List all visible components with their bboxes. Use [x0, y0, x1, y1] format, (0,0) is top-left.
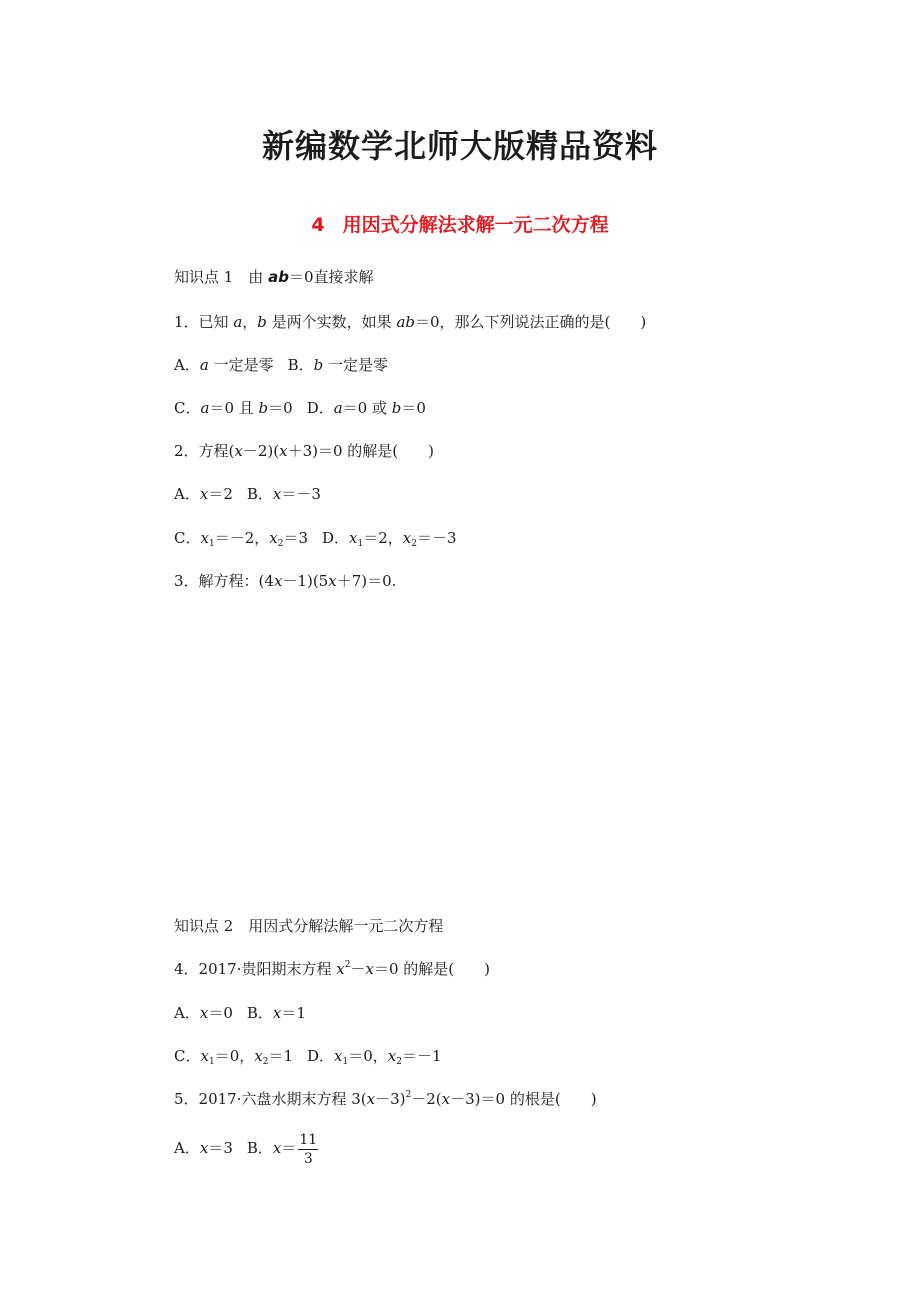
q5-option-a-var: x — [199, 1139, 209, 1157]
section-title — [0, 212, 920, 238]
question-2-options-cd — [174, 528, 457, 548]
q1-option-d-var-a: a — [333, 399, 343, 417]
q2-option-b-label: B． — [246, 485, 273, 503]
q4-option-b-value: ＝1 — [281, 1004, 306, 1022]
q1-option-d-tail: ＝0 — [401, 399, 426, 417]
q4-var-x2: x — [365, 960, 374, 978]
q2-stem-a: 2．方程( — [174, 442, 235, 460]
q4-option-d-sub2: 2 — [396, 1057, 402, 1067]
q2-option-c-sub2: 2 — [277, 539, 284, 549]
q2-option-b-var: x — [272, 485, 282, 503]
q4-var-x1: x — [336, 960, 345, 978]
question-1-stem — [174, 312, 646, 332]
q4-option-a-var: x — [199, 1004, 209, 1022]
q2-option-d-label: D． — [321, 529, 350, 547]
kp1-var: ab — [268, 268, 289, 286]
question-5-options-ab — [174, 1130, 318, 1168]
q1-stem-c: ＝0，那么下列说法正确的是( ) — [414, 313, 647, 331]
q2-option-d-var1: x — [349, 529, 358, 547]
q4-option-d-value2: ＝－1 — [401, 1047, 442, 1065]
q1-option-c-text: ＝0 且 — [209, 399, 259, 417]
q1-var-ab: ab — [396, 313, 415, 331]
q2-option-a-value: ＝2 — [208, 485, 233, 503]
document-title: 新编数学北师大版精品资料 — [261, 127, 658, 165]
q2-option-c-value2: ＝3 — [283, 529, 308, 547]
q1-option-b-label: B． — [287, 356, 314, 374]
q2-stem-c: ＋3)＝0 的解是( ) — [287, 442, 435, 460]
q4-option-c-sub2: 2 — [262, 1057, 269, 1067]
question-1-options-ab — [174, 355, 388, 375]
q5-fraction-numerator: 11 — [299, 1131, 318, 1148]
q4-stem-b: － — [350, 960, 366, 978]
section-title-text: 用因式分解法求解一元二次方程 — [342, 214, 609, 236]
q2-option-b-value: ＝－3 — [281, 485, 321, 503]
q1-stem-a: 1．已知 — [174, 313, 234, 331]
q5-exponent: 2 — [405, 1090, 412, 1100]
q5-option-b-label: B． — [246, 1139, 273, 1157]
q2-option-c-value1: ＝－2， — [214, 529, 270, 547]
q4-option-d-value1: ＝0， — [348, 1047, 388, 1065]
q1-option-d-label: D． — [306, 399, 334, 417]
question-2-options-ab — [174, 484, 321, 504]
q2-option-c-var1: x — [200, 529, 209, 547]
q1-option-c-tail: ＝0 — [268, 399, 293, 417]
q3-var-x1: x — [273, 572, 283, 590]
question-4-options-cd — [174, 1046, 442, 1066]
question-4-stem — [174, 959, 490, 979]
q5-option-b-var: x — [272, 1139, 282, 1157]
knowledge-point-2: 知识点 2 用因式分解法解一元二次方程 — [174, 917, 444, 935]
q4-option-b-var: x — [272, 1004, 282, 1022]
q4-option-c-sub1: 1 — [208, 1057, 215, 1067]
q2-option-d-value2: ＝－3 — [416, 529, 457, 547]
q4-stem-c: ＝0 的解是( ) — [373, 960, 490, 978]
q1-var-a: a — [233, 313, 243, 331]
q5-stem-b: －3) — [375, 1090, 406, 1108]
q5-fraction-denominator: 3 — [303, 1150, 313, 1167]
q1-comma: ， — [242, 313, 258, 331]
question-3-stem — [174, 571, 396, 591]
kp1-suffix: ＝0直接求解 — [288, 268, 374, 286]
q2-stem-b: －2)( — [242, 442, 280, 460]
kp1-prefix: 知识点 1 由 — [174, 268, 269, 286]
question-4-options-ab — [174, 1003, 306, 1023]
q3-stem-c: ＋7)＝0. — [336, 572, 397, 590]
q5-stem-c: －2( — [411, 1090, 442, 1108]
q1-option-c-label: C． — [174, 399, 201, 417]
q2-option-d-sub2: 2 — [411, 539, 417, 549]
q3-stem-a: 3．解方程：(4 — [174, 572, 274, 590]
q2-var-x2: x — [279, 442, 288, 460]
q2-var-x1: x — [234, 442, 243, 460]
q4-exponent: 2 — [344, 960, 351, 970]
q4-option-a-value: ＝0 — [208, 1004, 233, 1022]
q5-stem-d: －3)＝0 的根是( ) — [450, 1090, 597, 1108]
q5-option-b-equals: ＝ — [281, 1139, 297, 1157]
q5-option-b-fraction — [298, 1131, 318, 1168]
section-number: 4 — [311, 214, 325, 236]
q4-option-b-label: B． — [246, 1004, 273, 1022]
q2-option-a-var: x — [199, 485, 209, 503]
question-1-options-cd — [174, 398, 426, 418]
q2-option-d-var2: x — [402, 529, 412, 547]
knowledge-point-1 — [174, 267, 374, 287]
q2-option-c-label: C． — [174, 529, 201, 547]
q1-stem-b: 是两个实数，如果 — [266, 313, 397, 331]
q1-var-b: b — [257, 313, 267, 331]
q2-option-c-var2: x — [269, 529, 278, 547]
q2-option-d-sub1: 1 — [357, 539, 364, 549]
q2-option-c-sub1: 1 — [208, 539, 215, 549]
q4-option-d-var2: x — [387, 1047, 397, 1065]
q4-option-d-var1: x — [334, 1047, 343, 1065]
question-5-stem — [174, 1089, 597, 1109]
q4-option-c-var2: x — [254, 1047, 263, 1065]
q4-option-d-label: D． — [306, 1047, 335, 1065]
q1-option-a-label: A． — [174, 356, 200, 374]
question-2-stem — [174, 441, 434, 461]
q4-option-d-sub1: 1 — [342, 1057, 349, 1067]
q1-option-a-text: 一定是零 — [208, 356, 274, 374]
q4-option-c-value2: ＝1 — [268, 1047, 293, 1065]
q2-option-a-label: A． — [174, 485, 200, 503]
q2-option-d-value1: ＝2， — [363, 529, 403, 547]
q4-option-c-var1: x — [200, 1047, 209, 1065]
q4-stem-a: 4．2017·贵阳期末方程 — [174, 960, 337, 978]
q5-option-a-value: ＝3 — [208, 1139, 233, 1157]
q1-option-b-var: b — [313, 356, 324, 374]
q1-option-d-text: ＝0 或 — [342, 399, 392, 417]
q4-option-c-label: C． — [174, 1047, 201, 1065]
q1-option-d-var-b: b — [391, 399, 402, 417]
q1-option-a-var: a — [199, 356, 209, 374]
q1-option-c-var-b: b — [258, 399, 269, 417]
q5-stem-a: 5．2017·六盘水期末方程 3( — [174, 1090, 367, 1108]
q4-option-c-value1: ＝0， — [214, 1047, 255, 1065]
q5-var-x1: x — [366, 1090, 376, 1108]
q5-option-a-label: A． — [174, 1139, 200, 1157]
q1-option-b-text: 一定是零 — [323, 356, 388, 374]
q1-option-c-var-a: a — [200, 399, 210, 417]
q3-var-x2: x — [328, 572, 337, 590]
q4-option-a-label: A． — [174, 1004, 200, 1022]
q5-var-x2: x — [441, 1090, 451, 1108]
q3-stem-b: －1)(5 — [282, 572, 329, 590]
